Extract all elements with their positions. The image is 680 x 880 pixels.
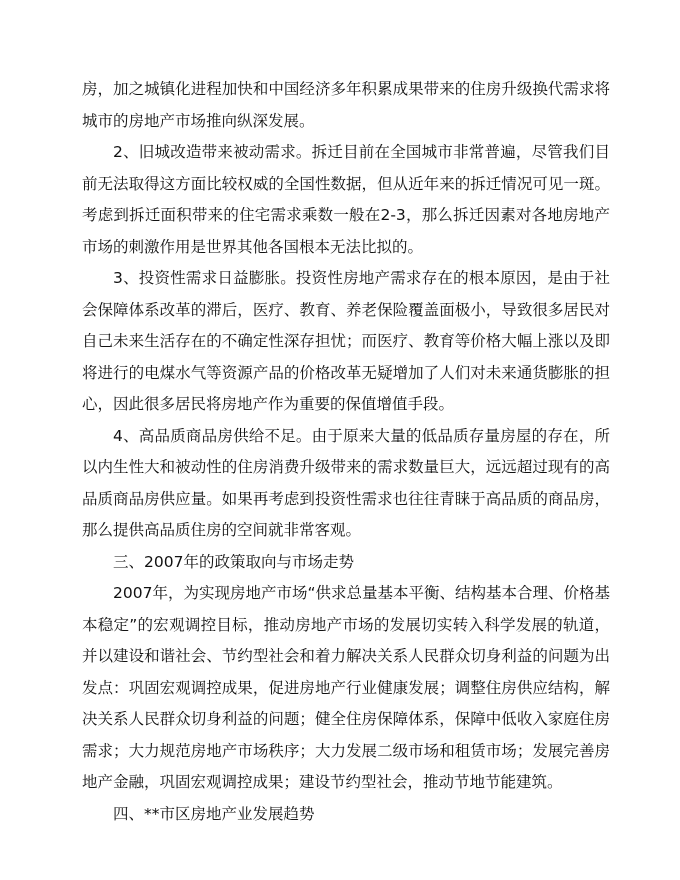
paragraph-continuation: 房，加之城镇化进程加快和中国经济多年积累成果带来的住房升级换代需求将城市的房地产市场推向纵深发展。: [82, 80, 610, 130]
paragraph-policy-2007: 2007年，为实现房地产市场“供求总量基本平衡、结构基本合理、价格基本稳定”的宏观调控目标，推动房地产市场的发展切实转入科学发展的轨道，并以建设和谐社会、节约型社会和着力解决关系人民群众切身利益的问题为出发点：巩固宏观调控成果，促进房地产行业健康发展；调整住房供应结构，解决关系人民群众切身利益的问题；健全住房保障体系，保障中低收入家庭住房需求；大力规范房地产市场秩序；大力发展二级市场和租赁市场；发展完善房地产金融，巩固宏观调控成果；建设节约型社会，推动节地节能建筑。: [82, 584, 610, 791]
section-heading-city-trend: 四、**市区房地产业发展趋势: [113, 804, 315, 823]
section-heading-policy-2007: 三、2007年的政策取向与市场走势: [113, 552, 354, 571]
paragraph-investment-demand: 3、投资性需求日益膨胀。投资性房地产需求存在的根本原因，是由于社会保障体系改革的滞后，医疗、教育、养老保险覆盖面极小，导致很多居民对自己未来生活存在的不确定性深存担忧；而医疗、教育等价格大幅上涨以及即将进行的电煤水气等资源产品的价格改革无疑增加了人们对未来通货膨胀的担心，因此很多居民将房地产作为重要的保值增值手段。: [82, 269, 610, 413]
document-body: [82, 74, 610, 830]
paragraph-high-quality-supply: 4、高品质商品房供给不足。由于原来大量的低品质存量房屋的存在，所以内生性大和被动性的住房消费升级带来的需求数量巨大，远远超过现有的高品质商品房供应量。如果再考虑到投资性需求也往往青睐于高品质的商品房，那么提供高品质住房的空间就非常客观。: [82, 426, 610, 539]
paragraph-old-city-renovation: 2、旧城改造带来被动需求。拆迁目前在全国城市非常普遍，尽管我们目前无法取得这方面比较权威的全国性数据，但从近年来的拆迁情况可见一斑。考虑到拆迁面积带来的住宅需求乘数一般在2-3，那么拆迁因素对各地房地产市场的刺激作用是世界其他各国根本无法比拟的。: [82, 143, 610, 256]
